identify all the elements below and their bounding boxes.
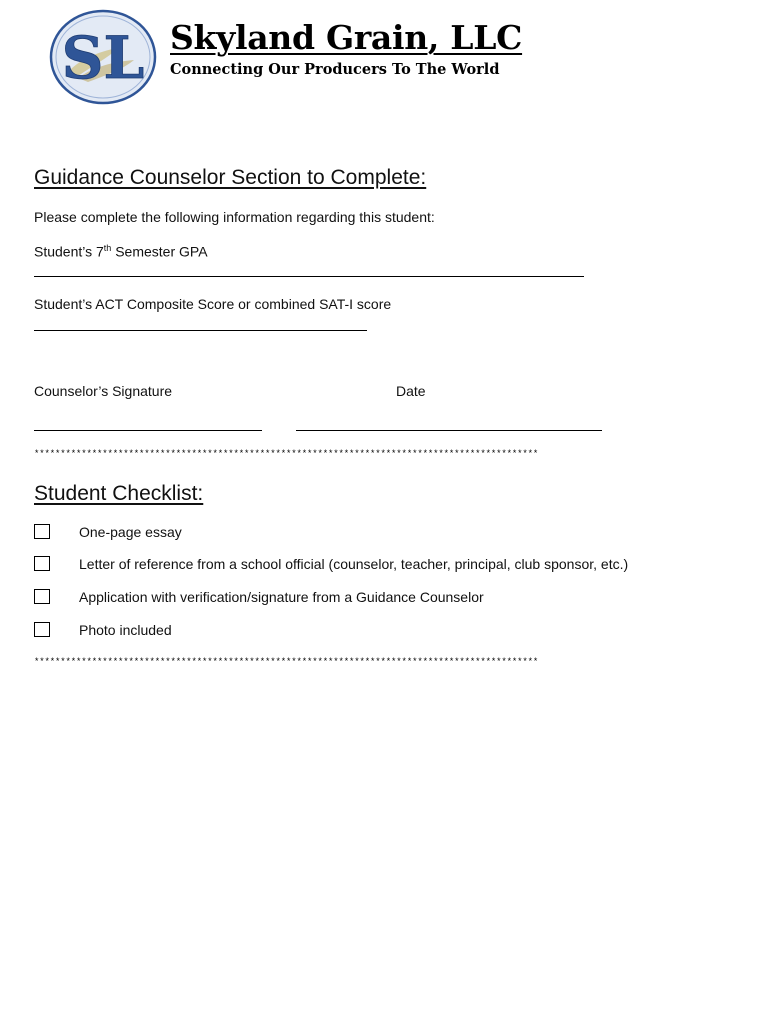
separator-line-bottom: ************************************************************************************************ [34,657,539,667]
act-sat-input-line[interactable] [34,330,367,331]
guidance-instruction: Please complete the following information regarding this student: [34,209,435,225]
act-sat-label: Student’s ACT Composite Score or combined SAT-I score [34,296,392,312]
separator-line: ************************************************************************************************ [34,449,539,459]
student-checklist-heading: Student Checklist: [34,482,204,505]
gpa-label-prefix: Student’s 7 [34,243,104,260]
date-label: Date [396,383,426,399]
date-line[interactable] [296,430,602,431]
checkbox-application[interactable] [34,589,50,604]
checklist-item-label: One-page essay [79,524,182,540]
checkbox-reference-letter[interactable] [34,556,50,571]
gpa-label-superscript: th [103,243,112,253]
checklist-item-label: Application with verification/signature from a Guidance Counselor [79,589,484,605]
counselor-signature-line[interactable] [34,430,262,431]
checklist-item-label: Photo included [79,622,172,638]
counselor-signature-label: Counselor’s Signature [34,383,173,399]
company-tagline: Connecting Our Producers To The World [170,61,500,78]
skyland-grain-logo [48,8,158,106]
checkbox-essay[interactable] [34,524,50,539]
checkbox-photo[interactable] [34,622,50,637]
logo-letters: SL [61,24,145,92]
gpa-label [34,243,208,260]
company-name: Skyland Grain, LLC [170,18,523,57]
gpa-input-line[interactable] [34,276,584,277]
checklist-item-label: Letter of reference from a school official (counselor, teacher, principal, club sponsor, etc.) [79,556,629,572]
gpa-label-suffix: Semester GPA [111,243,208,260]
guidance-section-heading: Guidance Counselor Section to Complete: [34,166,427,189]
